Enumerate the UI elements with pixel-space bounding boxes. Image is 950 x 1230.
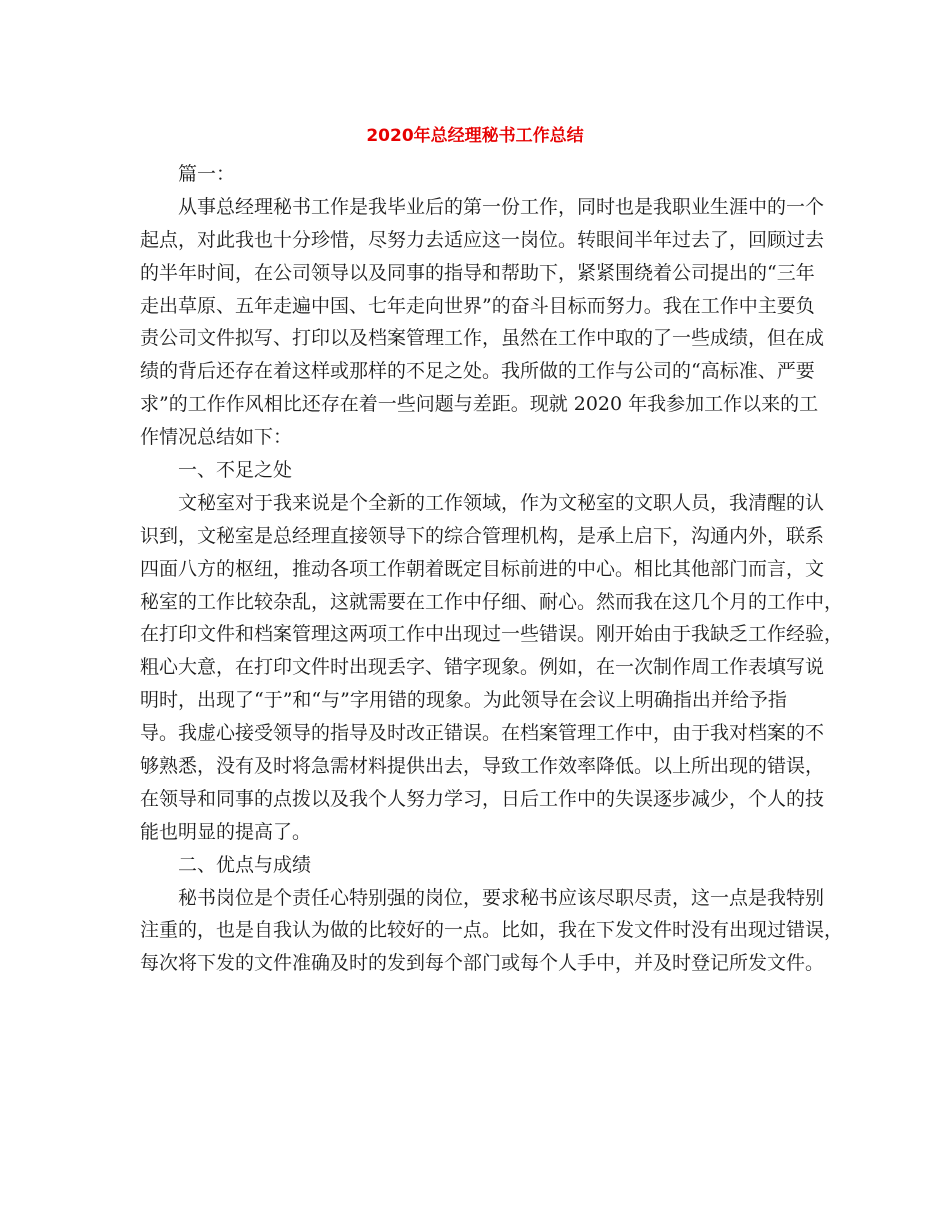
text-line: 够熟悉，没有及时将急需材料提供出去，导致工作效率降低。以上所出现的错误， <box>140 755 825 778</box>
text-line: 二、优点与成绩 <box>178 853 312 876</box>
document-body <box>140 158 844 980</box>
text-line: 秘书岗位是个责任心特别强的岗位，要求秘书应该尽职尽责，这一点是我特别 <box>178 886 825 909</box>
text-line: 能也明显的提高了。 <box>140 820 312 843</box>
text-line: 作情况总结如下： <box>140 426 293 449</box>
text-line: 秘室的工作比较杂乱，这就需要在工作中仔细、耐心。然而我在这几个月的工作中， <box>140 590 844 613</box>
text-line: 导。我虚心接受领导的指导及时改正错误。在档案管理工作中，由于我对档案的不 <box>140 722 825 745</box>
text-line: 每次将下发的文件准确及时的发到每个部门或每个人手中，并及时登记所发文件。 <box>140 952 825 975</box>
text-line: 从事总经理秘书工作是我毕业后的第一份工作，同时也是我职业生涯中的一个 <box>178 195 825 218</box>
text-line: 在领导和同事的点拨以及我个人努力学习，日后工作中的失误逐步减少，个人的技 <box>140 787 825 810</box>
text-line: 的半年时间，在公司领导以及同事的指导和帮助下，紧紧围绕着公司提出的“三年 <box>140 261 815 284</box>
text-line: 四面八方的枢纽，推动各项工作朝着既定目标前进的中心。相比其他部门而言，文 <box>140 557 825 580</box>
text-line: 识到，文秘室是总经理直接领导下的综合管理机构，是承上启下，沟通内外，联系 <box>140 524 825 547</box>
text-line: 求”的工作作风相比还存在着一些问题与差距。现就 2020 年我参加工作以来的工 <box>140 393 819 416</box>
text-line: 篇一： <box>178 163 236 185</box>
text-line: 文秘室对于我来说是个全新的工作领域，作为文秘室的文职人员，我清醒的认 <box>178 491 825 514</box>
text-line: 在打印文件和档案管理这两项工作中出现过一些错误。刚开始由于我缺乏工作经验， <box>140 623 844 646</box>
text-line: 一、不足之处 <box>178 459 293 482</box>
text-line: 责公司文件拟写、打印以及档案管理工作，虽然在工作中取的了一些成绩，但在成 <box>140 327 825 350</box>
text-line: 明时，出现了“于”和“与”字用错的现象。为此领导在会议上明确指出并给予指 <box>140 689 787 712</box>
document-title: 2020年总经理秘书工作总结 <box>366 126 584 146</box>
text-line: 走出草原、五年走遍中国、七年走向世界”的奋斗目标而努力。我在工作中主要负 <box>140 294 815 317</box>
text-line: 粗心大意，在打印文件时出现丢字、错字现象。例如，在一次制作周工作表填写说 <box>140 656 825 679</box>
text-line: 起点，对此我也十分珍惜，尽努力去适应这一岗位。转眼间半年过去了，回顾过去 <box>140 228 825 251</box>
text-line: 绩的背后还存在着这样或那样的不足之处。我所做的工作与公司的“高标准、严要 <box>140 360 815 383</box>
text-line: 注重的，也是自我认为做的比较好的一点。比如，我在下发文件时没有出现过错误， <box>140 919 844 942</box>
